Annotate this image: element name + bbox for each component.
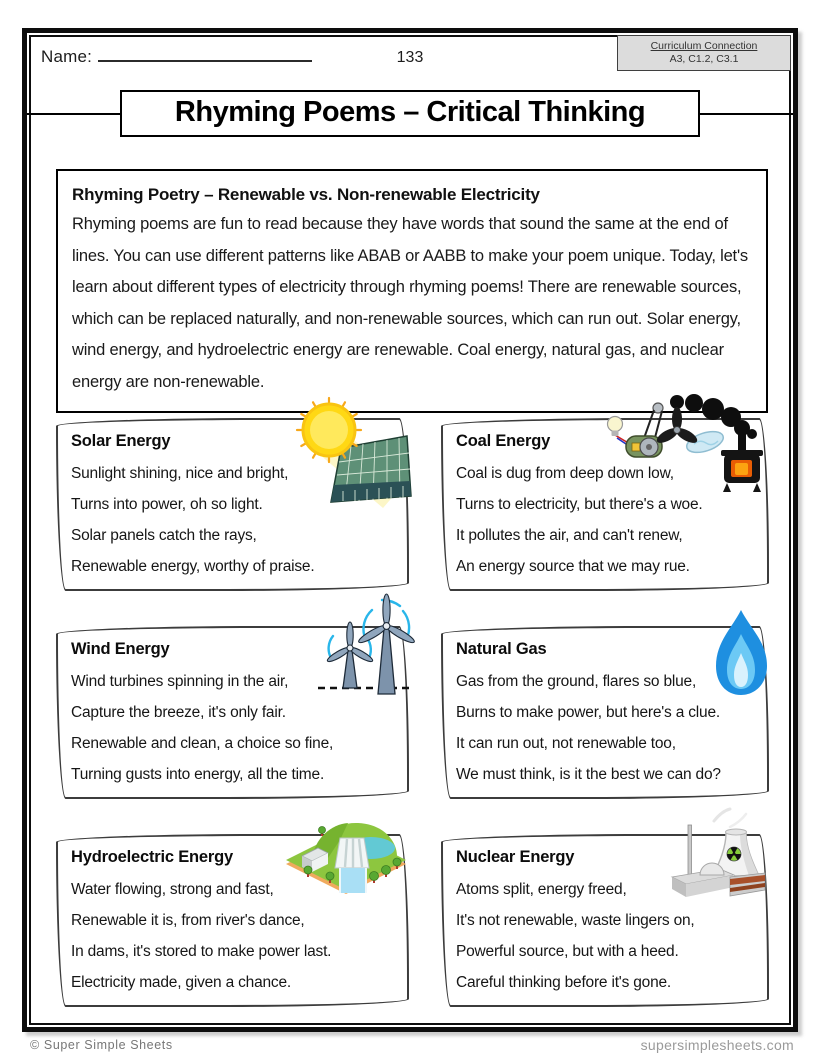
poem-line: It can run out, not renewable too, [456,735,676,752]
page-title: Rhyming Poems – Critical Thinking [120,90,700,137]
poem-line: Burns to make power, but here's a clue. [456,704,720,721]
poem-box-solar [56,418,409,591]
poem-line: It's not renewable, waste lingers on, [456,912,695,929]
poem-line: Water flowing, strong and fast, [71,881,274,898]
poem-grid [56,418,769,1007]
poem-box-nuclear [441,834,769,1007]
poem-title: Coal Energy [456,432,551,450]
poem-line: Solar panels catch the rays, [71,527,257,544]
poem-line: Turns into power, oh so light. [71,496,263,513]
page-number: 133 [396,49,424,66]
poem-line: Renewable energy, worthy of praise. [71,558,315,575]
curriculum-codes: A3, C1.2, C3.1 [669,53,739,65]
poem-line: It pollutes the air, and can't renew, [456,527,683,544]
poem-line: Turns to electricity, but there's a woe. [456,496,703,513]
intro-paragraph: Rhyming poems are fun to read because they have words that sound the same at the end of lines. You can use different patterns like ABAB or AABB to make your poem unique. Today, let's learn about different types of electricity through rhyming poems! There are renewable sources, which can be replaced naturally, and non-renewable sources, which can run out. Solar energy, wind energy, and hydroelectric energy are renewable. Coal energy, natural gas, and nuclear energy are non-renewable. [72,215,748,391]
poem-box-wind [56,626,409,799]
poem-line: Capture the breeze, it's only fair. [71,704,286,721]
poem-title: Wind Energy [71,640,170,658]
poem-line: Sunlight shining, nice and bright, [71,465,289,482]
poem-line: Gas from the ground, flares so blue, [456,673,697,690]
name-label: Name: [41,47,93,66]
page-frame [22,28,798,1032]
poem-line: Wind turbines spinning in the air, [71,673,289,690]
poem-line: Powerful source, but with a heed. [456,943,679,960]
poem-line: Renewable it is, from river's dance, [71,912,305,929]
footer-website: supersimplesheets.com [640,1037,794,1053]
poem-line: Atoms split, energy freed, [456,881,627,898]
title-banner [27,90,793,138]
curriculum-connection-box [617,35,791,71]
poem-line: Turning gusts into energy, all the time. [71,766,325,783]
intro-heading: Rhyming Poetry – Renewable vs. Non-renewable Electricity [72,185,540,204]
poem-line: Coal is dug from deep down low, [456,465,674,482]
poem-box-natural-gas [441,626,769,799]
poem-box-coal [441,418,769,591]
poem-box-hydroelectric [56,834,409,1007]
poem-title: Nuclear Energy [456,848,575,866]
curriculum-title: Curriculum Connection [650,40,758,52]
poem-line: We must think, is it the best we can do? [456,766,721,783]
intro-box [56,169,768,413]
footer-copyright: © Super Simple Sheets [30,1038,173,1052]
poem-line: Renewable and clean, a choice so fine, [71,735,334,752]
poem-line: Electricity made, given a chance. [71,974,291,991]
poem-title: Natural Gas [456,640,547,658]
poem-line: An energy source that we may rue. [456,558,690,575]
poem-line: In dams, it's stored to make power last. [71,943,332,960]
poem-title: Solar Energy [71,432,171,450]
poem-line: Careful thinking before it's gone. [456,974,672,991]
poem-title: Hydroelectric Energy [71,848,233,866]
